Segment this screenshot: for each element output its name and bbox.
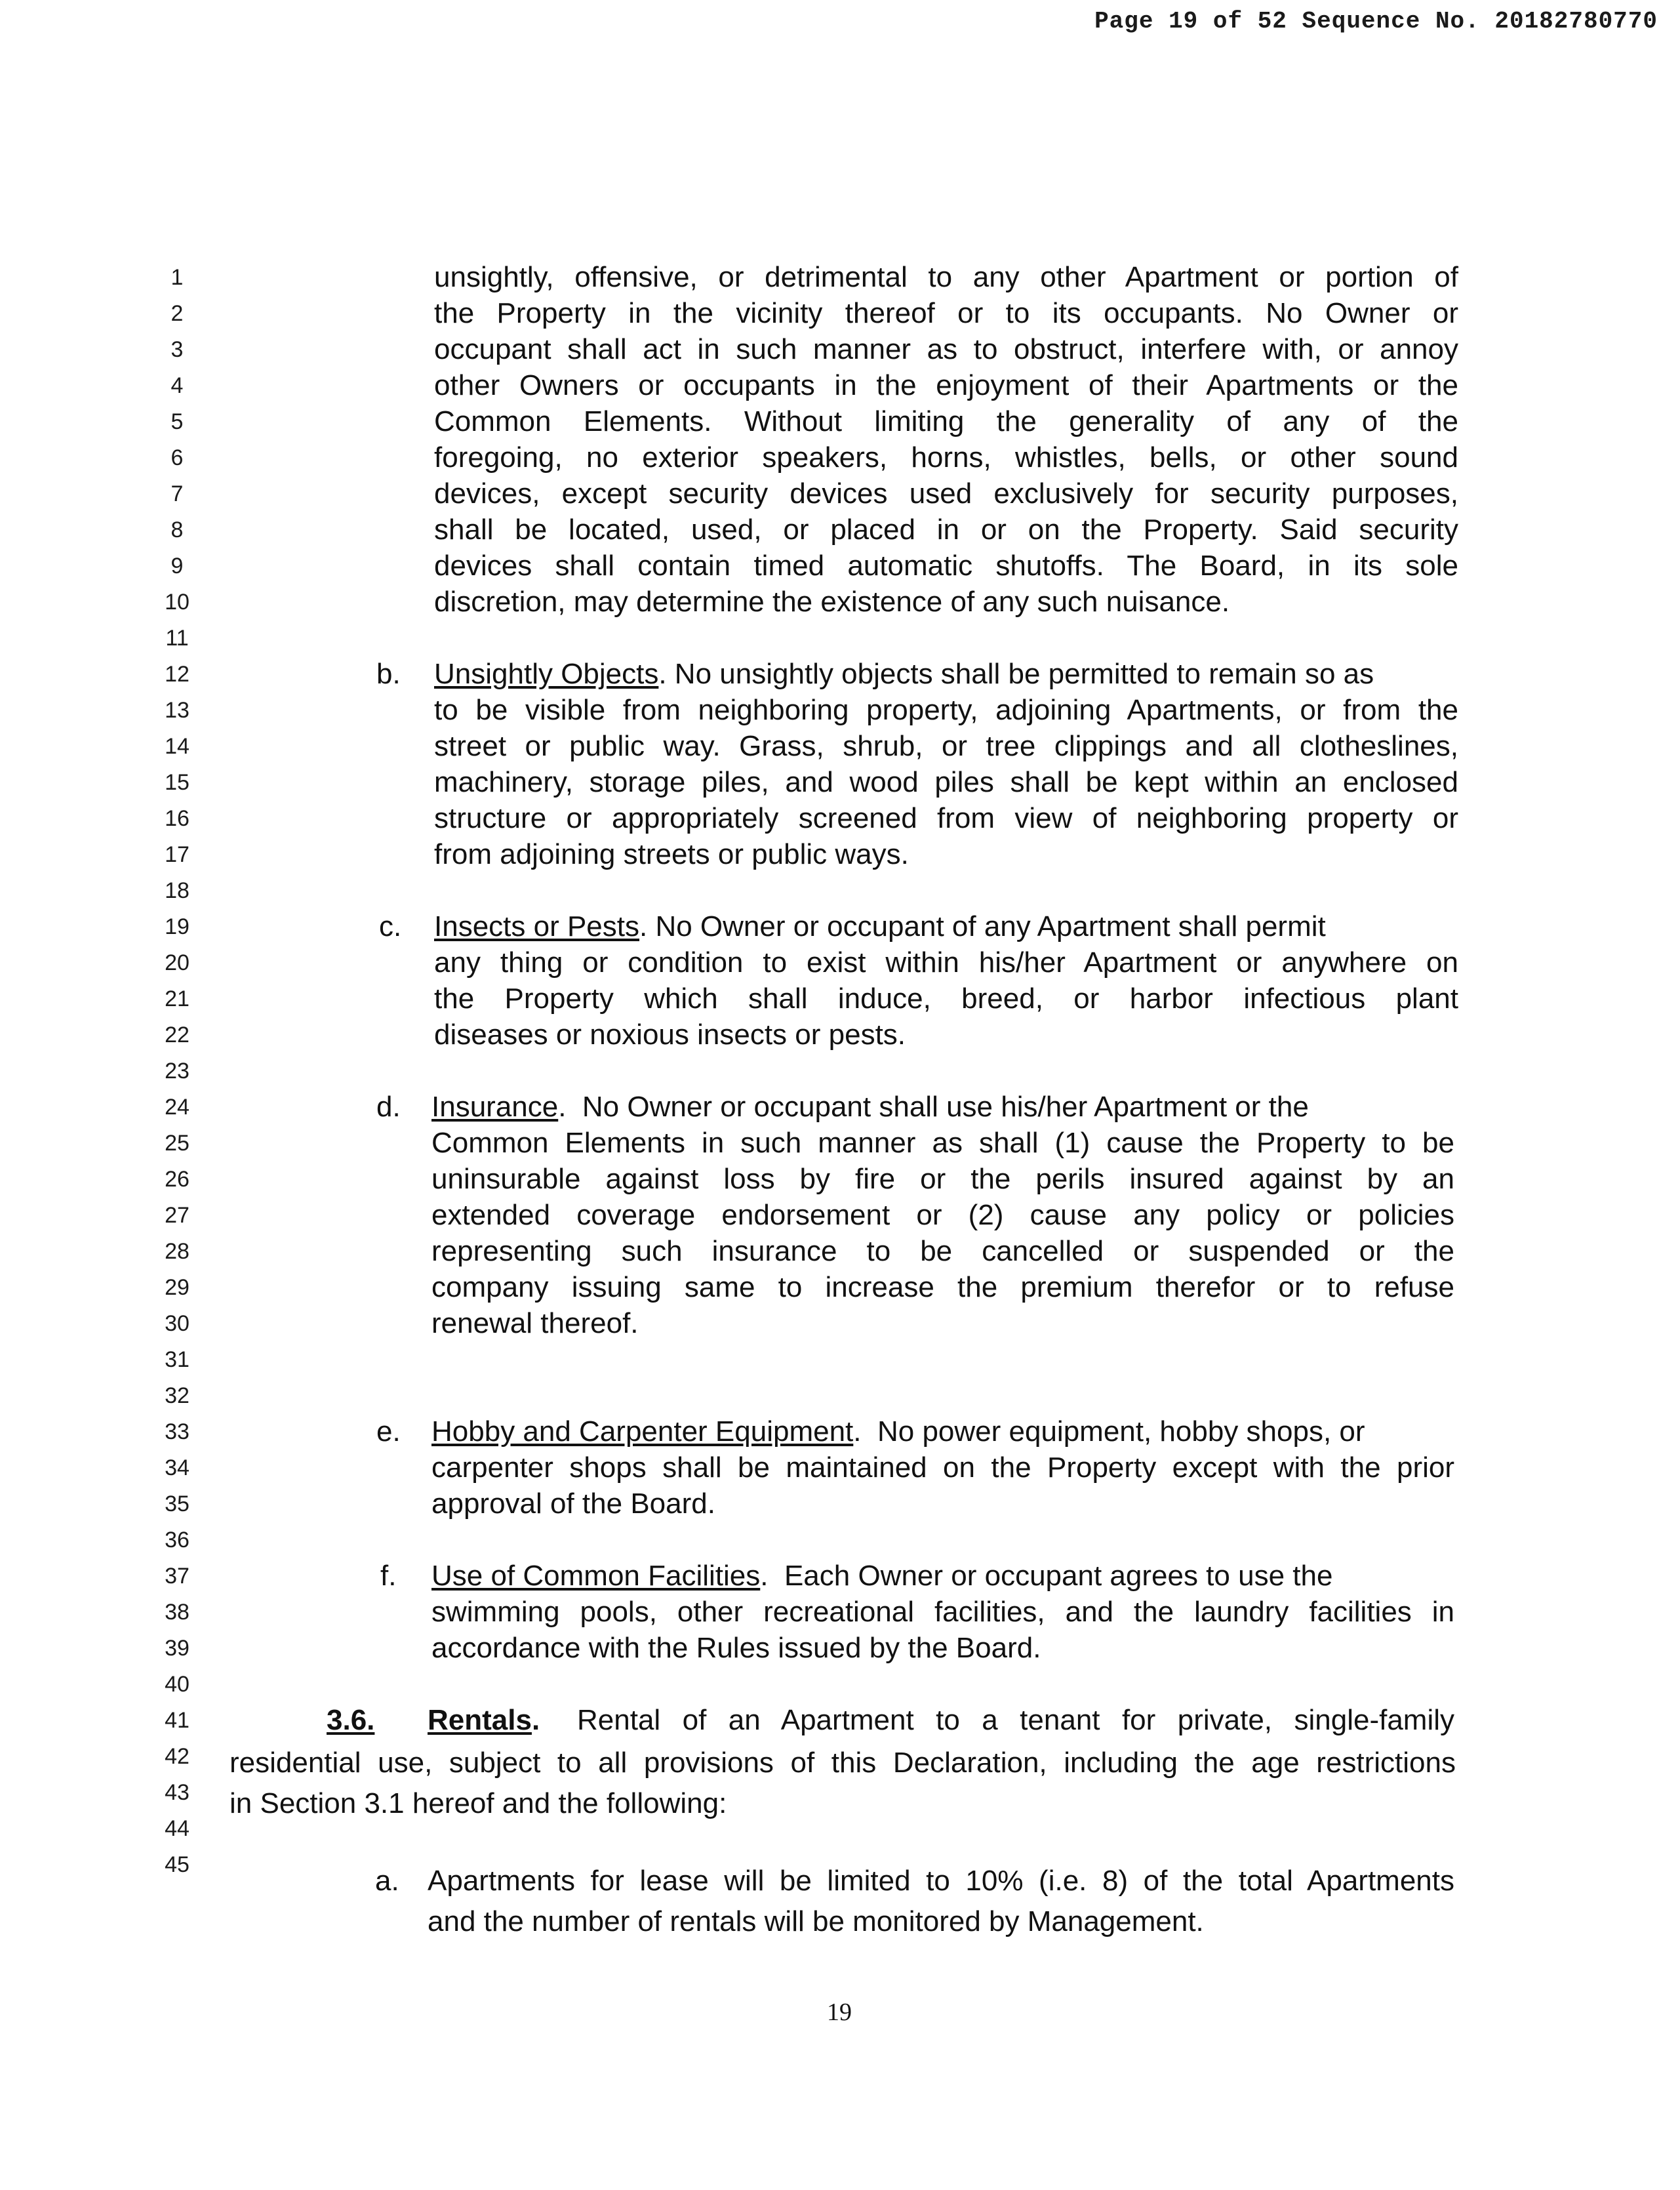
line-number: 29 — [165, 1275, 190, 1300]
text-run: . Each Owner or occupant agrees to use the — [760, 1560, 1333, 1592]
page-number: 19 — [827, 1998, 852, 2026]
text-line: approval of the Board. — [431, 1488, 715, 1520]
text-line: carpenter shops shall be maintained on the Property except with the prior — [431, 1451, 1454, 1484]
text-line: foregoing, no exterior speakers, horns, whistles, bells, or other sound — [434, 441, 1458, 474]
text-line: accordance with the Rules issued by the Board. — [431, 1632, 1041, 1664]
line-number: 27 — [165, 1203, 190, 1228]
text-line: renewal thereof. — [431, 1307, 639, 1339]
text-line: company issuing same to increase the premium therefor or to refuse — [431, 1271, 1454, 1303]
line-number: 7 — [170, 481, 184, 506]
text-line: Common Elements. Without limiting the generality of any of the — [434, 405, 1458, 437]
line-number: 12 — [165, 662, 190, 687]
text-line: from adjoining streets or public ways. — [434, 838, 909, 870]
text-line: Apartments for lease will be limited to 10% (i.e. 8) of the total Apartments — [428, 1865, 1454, 1897]
text-line: any thing or condition to exist within his/her Apartment or anywhere on — [434, 946, 1458, 979]
page-header: Page 19 of 52 Sequence No. 20182780770 — [1094, 8, 1658, 35]
line-number: 36 — [165, 1528, 190, 1552]
section-heading — [428, 1703, 540, 1737]
text-line: devices, except security devices used exclusively for security purposes, — [434, 477, 1458, 510]
text-line — [431, 1090, 1309, 1124]
line-number: 38 — [165, 1600, 190, 1625]
line-number: 20 — [165, 950, 190, 975]
text-run: . No Owner or occupant shall use his/her Apartment or the — [558, 1091, 1309, 1123]
line-number: 26 — [165, 1167, 190, 1192]
item-marker: a. — [375, 1865, 399, 1897]
line-number: 35 — [165, 1491, 190, 1516]
item-marker: e. — [376, 1415, 401, 1448]
text-line: the Property which shall induce, breed, or harbor infectious plant — [434, 983, 1458, 1015]
text-line: extended coverage endorsement or (2) cause any policy or policies — [431, 1199, 1454, 1231]
line-number: 5 — [170, 409, 184, 434]
text-line: structure or appropriately screened from view of neighboring property or — [434, 802, 1458, 834]
item-heading: Insects or Pests — [434, 910, 640, 943]
text-line: discretion, may determine the existence of any such nuisance. — [434, 586, 1230, 618]
line-number: 3 — [170, 337, 184, 362]
item-heading: Insurance — [431, 1091, 559, 1123]
line-number: 21 — [165, 986, 190, 1011]
item-marker: d. — [376, 1091, 401, 1123]
text-line: Rental of an Apartment to a tenant for private, single-family — [577, 1704, 1454, 1736]
text-line — [431, 1415, 1365, 1449]
text-line: and the number of rentals will be monitored by Management. — [428, 1905, 1204, 1937]
section-title-period: . — [531, 1704, 540, 1736]
text-run: . No Owner or occupant of any Apartment shall permit — [639, 910, 1326, 943]
line-number: 41 — [165, 1708, 190, 1733]
line-number: 44 — [165, 1816, 190, 1841]
line-number: 16 — [165, 806, 190, 831]
text-line: to be visible from neighboring property, adjoining Apartments, or from the — [434, 694, 1458, 726]
line-number: 11 — [165, 626, 189, 651]
item-heading: Hobby and Carpenter Equipment — [431, 1415, 854, 1448]
line-number: 10 — [165, 590, 190, 615]
line-number: 6 — [170, 445, 184, 470]
line-number: 4 — [170, 373, 184, 398]
text-line: shall be located, used, or placed in or on the Property. Said security — [434, 514, 1458, 546]
line-number: 23 — [165, 1059, 190, 1084]
line-number: 14 — [165, 734, 190, 759]
text-run: . No power equipment, hobby shops, or — [853, 1415, 1365, 1448]
line-number: 17 — [165, 842, 190, 867]
text-line: occupant shall act in such manner as to obstruct, interfere with, or annoy — [434, 333, 1458, 365]
text-line: unsightly, offensive, or detrimental to any other Apartment or portion of — [434, 261, 1458, 293]
section-number-text: 3.6. — [327, 1704, 375, 1736]
item-marker: b. — [376, 658, 401, 690]
line-number: 30 — [165, 1311, 190, 1336]
line-number: 43 — [165, 1780, 190, 1805]
line-number: 42 — [165, 1744, 190, 1769]
text-line: uninsurable against loss by fire or the perils insured against by an — [431, 1163, 1454, 1195]
section-title: Rentals — [428, 1704, 532, 1736]
text-line: other Owners or occupants in the enjoyment of their Apartments or the — [434, 369, 1458, 401]
line-number: 37 — [165, 1564, 190, 1589]
line-number: 19 — [165, 914, 190, 939]
line-number: 34 — [165, 1455, 190, 1480]
line-number: 45 — [165, 1852, 190, 1877]
text-line: machinery, storage piles, and wood piles shall be kept within an enclosed — [434, 766, 1458, 798]
item-heading: Unsightly Objects — [434, 658, 659, 690]
line-number: 31 — [165, 1347, 190, 1372]
line-number: 32 — [165, 1383, 190, 1408]
text-line: representing such insurance to be cancelled or suspended or the — [431, 1235, 1454, 1267]
line-number: 15 — [165, 770, 190, 795]
text-line: the Property in the vicinity thereof or to its occupants. No Owner or — [434, 297, 1458, 329]
line-number: 2 — [170, 301, 184, 326]
line-number: 18 — [165, 878, 190, 903]
line-number: 25 — [165, 1131, 190, 1156]
text-line: street or public way. Grass, shrub, or tree clippings and all clotheslines, — [434, 730, 1458, 762]
line-number: 28 — [165, 1239, 190, 1264]
text-line: Common Elements in such manner as shall (1) cause the Property to be — [431, 1127, 1454, 1159]
text-line: residential use, subject to all provisions of this Declaration, including the age restrictions — [230, 1747, 1456, 1779]
text-line: in Section 3.1 hereof and the following: — [230, 1787, 727, 1819]
text-line: swimming pools, other recreational facilities, and the laundry facilities in — [431, 1596, 1454, 1628]
text-line: diseases or noxious insects or pests. — [434, 1019, 906, 1051]
text-run: . No unsightly objects shall be permitted to remain so as — [658, 658, 1374, 690]
line-number: 1 — [170, 265, 184, 290]
text-line — [431, 1559, 1332, 1593]
line-number: 40 — [165, 1672, 190, 1697]
line-number: 24 — [165, 1095, 190, 1120]
section-number — [327, 1703, 374, 1737]
line-number: 8 — [170, 517, 184, 542]
text-line — [434, 657, 1374, 691]
line-number: 39 — [165, 1636, 190, 1661]
line-number: 22 — [165, 1023, 190, 1047]
text-line: devices shall contain timed automatic shutoffs. The Board, in its sole — [434, 550, 1458, 582]
line-number: 9 — [170, 554, 184, 578]
item-heading: Use of Common Facilities — [431, 1560, 761, 1592]
item-marker: f. — [380, 1560, 397, 1592]
item-marker: c. — [379, 910, 402, 943]
line-number: 13 — [165, 698, 190, 723]
text-line — [434, 910, 1326, 944]
line-number: 33 — [165, 1419, 190, 1444]
